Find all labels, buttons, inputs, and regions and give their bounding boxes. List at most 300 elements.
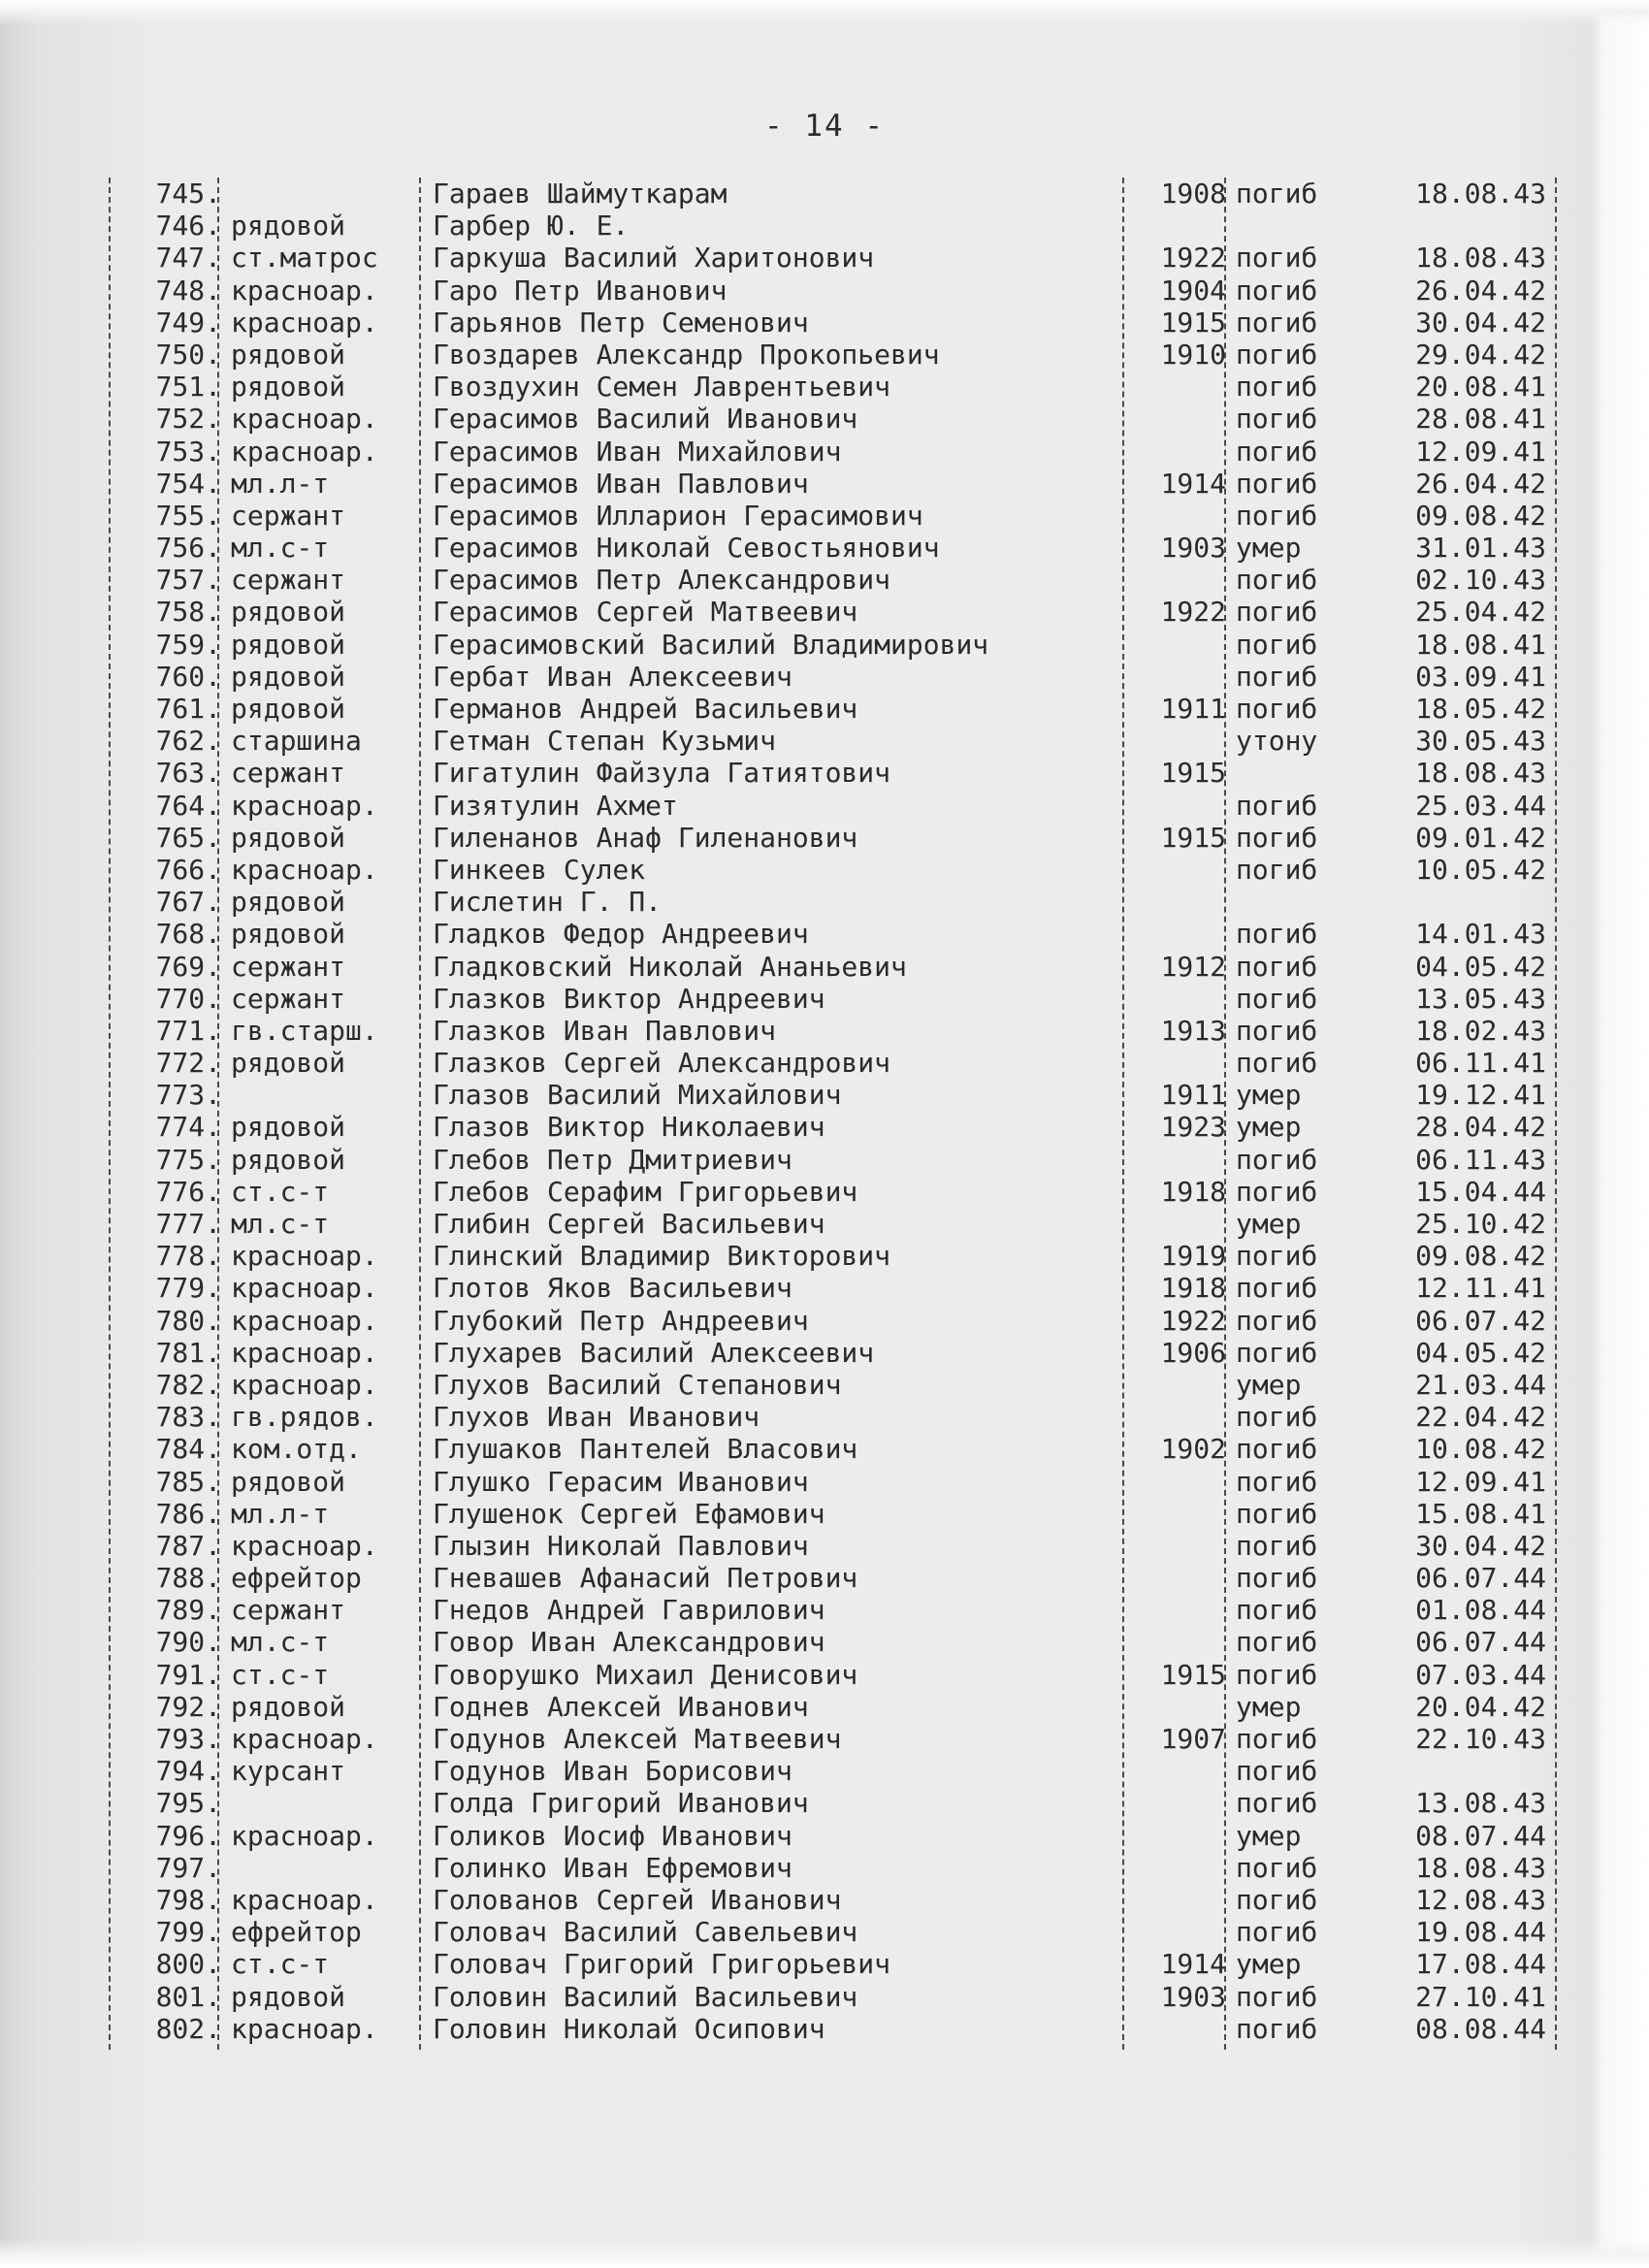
- row-full-name: Головин Василий Васильевич: [433, 1980, 858, 2013]
- row-full-name: Герасимов Сергей Матвеевич: [433, 596, 858, 629]
- list-row: [103, 1144, 1566, 1176]
- row-status: погиб: [1236, 435, 1318, 468]
- row-status: погиб: [1236, 693, 1318, 725]
- row-number: 798.: [155, 1883, 221, 1916]
- row-rank: ком.отд.: [231, 1433, 362, 1466]
- row-number: 765.: [155, 821, 221, 854]
- row-rank: рядовой: [231, 338, 346, 371]
- row-rank: красноар.: [231, 1529, 378, 1562]
- row-status: погиб: [1236, 1143, 1318, 1176]
- row-number: 787.: [155, 1529, 221, 1562]
- row-date: 28.04.42: [1415, 1111, 1546, 1144]
- list-row: [103, 918, 1566, 950]
- row-date: 22.10.43: [1415, 1723, 1546, 1755]
- row-number: 751.: [155, 371, 221, 404]
- list-row: [103, 468, 1566, 500]
- row-full-name: Гаро Петр Иванович: [433, 274, 728, 307]
- row-date: 03.09.41: [1415, 660, 1546, 693]
- row-number: 753.: [155, 435, 221, 468]
- row-date: 22.04.42: [1415, 1401, 1546, 1434]
- row-number: 774.: [155, 1111, 221, 1144]
- row-number: 778.: [155, 1240, 221, 1273]
- row-date: 18.08.41: [1415, 628, 1546, 661]
- row-date: 12.09.41: [1415, 1465, 1546, 1498]
- list-row: [103, 500, 1566, 532]
- list-row: [103, 1884, 1566, 1916]
- row-status: погиб: [1236, 403, 1318, 436]
- list-row: [103, 1047, 1566, 1079]
- list-row: [103, 1401, 1566, 1433]
- row-rank: ефрейтор: [231, 1916, 362, 1949]
- row-status: погиб: [1236, 2012, 1318, 2045]
- list-row: [103, 371, 1566, 403]
- row-number: 794.: [155, 1755, 221, 1788]
- row-number: 797.: [155, 1851, 221, 1884]
- list-row: [103, 1948, 1566, 1980]
- list-row: [103, 1015, 1566, 1047]
- row-rank: рядовой: [231, 886, 346, 919]
- row-full-name: Глинский Владимир Викторович: [433, 1240, 891, 1273]
- row-rank: ст.матрос: [231, 242, 378, 275]
- row-date: 09.08.42: [1415, 499, 1546, 532]
- row-date: 18.08.43: [1415, 1851, 1546, 1884]
- list-row: [103, 1755, 1566, 1787]
- row-number: 747.: [155, 242, 221, 275]
- row-birth-year: 1923: [1160, 1111, 1226, 1144]
- row-birth-year: 1911: [1160, 1079, 1226, 1112]
- list-row: [103, 1433, 1566, 1465]
- row-rank: красноар.: [231, 1272, 378, 1305]
- row-number: 766.: [155, 853, 221, 886]
- list-row: [103, 661, 1566, 693]
- row-rank: рядовой: [231, 371, 346, 404]
- row-date: 01.08.44: [1415, 1594, 1546, 1627]
- row-status: погиб: [1236, 1755, 1318, 1788]
- row-rank: красноар.: [231, 435, 378, 468]
- row-number: 790.: [155, 1626, 221, 1659]
- row-rank: красноар.: [231, 1723, 378, 1755]
- row-rank: старшина: [231, 725, 362, 758]
- row-status: погиб: [1236, 660, 1318, 693]
- list-row: [103, 1305, 1566, 1337]
- row-rank: рядовой: [231, 693, 346, 725]
- row-full-name: Глазков Сергей Александрович: [433, 1047, 891, 1080]
- row-rank: рядовой: [231, 210, 346, 243]
- row-rank: рядовой: [231, 1980, 346, 2013]
- row-date: 26.04.42: [1415, 467, 1546, 500]
- row-date: 18.08.43: [1415, 757, 1546, 790]
- row-full-name: Глызин Николай Павлович: [433, 1529, 809, 1562]
- row-status: погиб: [1236, 1594, 1318, 1627]
- row-status: умер: [1236, 1948, 1302, 1981]
- row-birth-year: 1915: [1160, 821, 1226, 854]
- list-row: [103, 210, 1566, 242]
- row-birth-year: 1907: [1160, 1723, 1226, 1755]
- row-full-name: Глушко Герасим Иванович: [433, 1465, 809, 1498]
- list-row: [103, 1626, 1566, 1658]
- list-row: [103, 822, 1566, 854]
- row-rank: красноар.: [231, 403, 378, 436]
- row-rank: сержант: [231, 564, 346, 597]
- row-status: погиб: [1236, 1626, 1318, 1659]
- row-rank: ст.с-т: [231, 1948, 330, 1981]
- row-number: 758.: [155, 596, 221, 629]
- row-rank: красноар.: [231, 306, 378, 339]
- row-full-name: Глебов Петр Дмитриевич: [433, 1143, 792, 1176]
- row-number: 763.: [155, 757, 221, 790]
- row-date: 08.07.44: [1415, 1819, 1546, 1852]
- list-row: [103, 1659, 1566, 1691]
- row-date: 02.10.43: [1415, 564, 1546, 597]
- row-number: 760.: [155, 660, 221, 693]
- row-rank: рядовой: [231, 596, 346, 629]
- row-number: 799.: [155, 1916, 221, 1949]
- row-status: умер: [1236, 1111, 1302, 1144]
- row-full-name: Гарьянов Петр Семенович: [433, 306, 809, 339]
- row-full-name: Глушенок Сергей Ефамович: [433, 1497, 825, 1530]
- row-rank: красноар.: [231, 1819, 378, 1852]
- row-status: погиб: [1236, 371, 1318, 404]
- list-row: [103, 1337, 1566, 1369]
- row-full-name: Гетман Степан Кузьмич: [433, 725, 777, 758]
- row-rank: рядовой: [231, 918, 346, 951]
- row-full-name: Гладковский Николай Ананьевич: [433, 950, 907, 983]
- row-birth-year: 1913: [1160, 1014, 1226, 1047]
- row-date: 18.08.43: [1415, 178, 1546, 210]
- row-full-name: Годнев Алексей Иванович: [433, 1690, 809, 1723]
- row-date: 09.01.42: [1415, 821, 1546, 854]
- row-full-name: Герасимов Иван Михайлович: [433, 435, 842, 468]
- row-number: 761.: [155, 693, 221, 725]
- casualty-list: [103, 178, 1566, 2045]
- list-row: [103, 790, 1566, 822]
- row-status: погиб: [1236, 918, 1318, 951]
- row-status: погиб: [1236, 1980, 1318, 2013]
- row-birth-year: 1903: [1160, 532, 1226, 565]
- row-rank: красноар.: [231, 274, 378, 307]
- list-row: [103, 403, 1566, 435]
- row-rank: мл.с-т: [231, 1208, 330, 1240]
- row-status: умер: [1236, 1368, 1302, 1401]
- list-row: [103, 886, 1566, 918]
- row-full-name: Глубокий Петр Андреевич: [433, 1304, 809, 1337]
- list-row: [103, 275, 1566, 307]
- row-date: 19.12.41: [1415, 1079, 1546, 1112]
- row-status: умер: [1236, 1079, 1302, 1112]
- list-row: [103, 1466, 1566, 1498]
- row-number: 771.: [155, 1014, 221, 1047]
- list-row: [103, 1691, 1566, 1723]
- row-number: 773.: [155, 1079, 221, 1112]
- list-row: [103, 1208, 1566, 1240]
- row-full-name: Глухарев Василий Алексеевич: [433, 1336, 875, 1369]
- row-full-name: Глотов Яков Васильевич: [433, 1272, 792, 1305]
- row-birth-year: 1922: [1160, 242, 1226, 275]
- row-date: 14.01.43: [1415, 918, 1546, 951]
- row-status: погиб: [1236, 1723, 1318, 1755]
- row-full-name: Герасимов Илларион Герасимович: [433, 499, 923, 532]
- list-row: [103, 1079, 1566, 1111]
- row-rank: мл.с-т: [231, 1626, 330, 1659]
- row-number: 768.: [155, 918, 221, 951]
- row-number: 800.: [155, 1948, 221, 1981]
- row-full-name: Гиленанов Анаф Гиленанович: [433, 821, 858, 854]
- row-status: погиб: [1236, 564, 1318, 597]
- row-rank: ст.с-т: [231, 1175, 330, 1208]
- row-number: 788.: [155, 1562, 221, 1595]
- row-rank: красноар.: [231, 789, 378, 822]
- row-status: погиб: [1236, 1014, 1318, 1047]
- list-row: [103, 1272, 1566, 1304]
- row-status: погиб: [1236, 306, 1318, 339]
- row-full-name: Глазков Виктор Андреевич: [433, 982, 825, 1015]
- row-date: 18.05.42: [1415, 693, 1546, 725]
- row-date: 08.08.44: [1415, 2012, 1546, 2045]
- row-number: 784.: [155, 1433, 221, 1466]
- row-birth-year: 1915: [1160, 757, 1226, 790]
- row-birth-year: 1904: [1160, 274, 1226, 307]
- list-row: [103, 1176, 1566, 1208]
- row-status: погиб: [1236, 1336, 1318, 1369]
- row-full-name: Глебов Серафим Григорьевич: [433, 1175, 858, 1208]
- row-rank: красноар.: [231, 1883, 378, 1916]
- row-date: 06.07.44: [1415, 1626, 1546, 1659]
- row-status: погиб: [1236, 1916, 1318, 1949]
- row-number: 752.: [155, 403, 221, 436]
- row-status: погиб: [1236, 1047, 1318, 1080]
- row-rank: мл.л-т: [231, 467, 330, 500]
- row-status: погиб: [1236, 499, 1318, 532]
- list-row: [103, 693, 1566, 725]
- row-number: 759.: [155, 628, 221, 661]
- list-row: [103, 1787, 1566, 1819]
- row-full-name: Глушаков Пантелей Власович: [433, 1433, 858, 1466]
- row-date: 10.08.42: [1415, 1433, 1546, 1466]
- row-status: погиб: [1236, 1175, 1318, 1208]
- row-birth-year: 1918: [1160, 1175, 1226, 1208]
- list-row: [103, 757, 1566, 789]
- row-birth-year: 1908: [1160, 178, 1226, 210]
- row-date: 04.05.42: [1415, 1336, 1546, 1369]
- page-edge-top: [0, 0, 1649, 25]
- row-birth-year: 1918: [1160, 1272, 1226, 1305]
- row-status: погиб: [1236, 982, 1318, 1015]
- row-rank: красноар.: [231, 1368, 378, 1401]
- list-row: [103, 178, 1566, 210]
- row-rank: рядовой: [231, 1465, 346, 1498]
- row-rank: красноар.: [231, 853, 378, 886]
- row-date: 30.04.42: [1415, 306, 1546, 339]
- row-birth-year: 1910: [1160, 338, 1226, 371]
- list-row: [103, 532, 1566, 564]
- row-number: 762.: [155, 725, 221, 758]
- row-birth-year: 1906: [1160, 1336, 1226, 1369]
- row-birth-year: 1914: [1160, 467, 1226, 500]
- row-date: 25.03.44: [1415, 789, 1546, 822]
- row-number: 792.: [155, 1690, 221, 1723]
- row-full-name: Герасимов Николай Севостьянович: [433, 532, 940, 565]
- row-full-name: Гараев Шаймуткарам: [433, 178, 728, 210]
- row-full-name: Годунов Иван Борисович: [433, 1755, 792, 1788]
- row-status: погиб: [1236, 338, 1318, 371]
- row-rank: ефрейтор: [231, 1562, 362, 1595]
- row-rank: ст.с-т: [231, 1658, 330, 1691]
- row-number: 780.: [155, 1304, 221, 1337]
- row-date: 20.08.41: [1415, 371, 1546, 404]
- row-rank: красноар.: [231, 2012, 378, 2045]
- row-number: 781.: [155, 1336, 221, 1369]
- row-number: 770.: [155, 982, 221, 1015]
- row-full-name: Годунов Алексей Матвеевич: [433, 1723, 842, 1755]
- row-date: 12.08.43: [1415, 1883, 1546, 1916]
- row-birth-year: 1922: [1160, 596, 1226, 629]
- row-number: 748.: [155, 274, 221, 307]
- row-rank: рядовой: [231, 821, 346, 854]
- row-number: 782.: [155, 1368, 221, 1401]
- row-status: погиб: [1236, 853, 1318, 886]
- row-date: 13.05.43: [1415, 982, 1546, 1015]
- row-rank: красноар.: [231, 1304, 378, 1337]
- row-date: 18.02.43: [1415, 1014, 1546, 1047]
- row-rank: рядовой: [231, 1111, 346, 1144]
- row-full-name: Герасимов Иван Павлович: [433, 467, 809, 500]
- row-status: погиб: [1236, 274, 1318, 307]
- list-row: [103, 1981, 1566, 2013]
- list-row: [103, 629, 1566, 661]
- list-row: [103, 725, 1566, 757]
- row-full-name: Гигатулин Файзула Гатиятович: [433, 757, 891, 790]
- row-full-name: Говор Иван Александрович: [433, 1626, 825, 1659]
- row-number: 764.: [155, 789, 221, 822]
- row-full-name: Головин Николай Осипович: [433, 2012, 825, 2045]
- row-status: погиб: [1236, 628, 1318, 661]
- list-row: [103, 339, 1566, 371]
- row-date: 29.04.42: [1415, 338, 1546, 371]
- row-date: 15.04.44: [1415, 1175, 1546, 1208]
- row-date: 04.05.42: [1415, 950, 1546, 983]
- list-row: [103, 242, 1566, 274]
- row-number: 745.: [155, 178, 221, 210]
- row-number: 746.: [155, 210, 221, 243]
- row-date: 15.08.41: [1415, 1497, 1546, 1530]
- row-number: 754.: [155, 467, 221, 500]
- row-birth-year: 1903: [1160, 1980, 1226, 2013]
- row-full-name: Глазов Виктор Николаевич: [433, 1111, 825, 1144]
- row-full-name: Говорушко Михаил Денисович: [433, 1658, 858, 1691]
- row-full-name: Головач Василий Савельевич: [433, 1916, 858, 1949]
- list-row: [103, 436, 1566, 468]
- row-date: 06.11.41: [1415, 1047, 1546, 1080]
- row-status: погиб: [1236, 821, 1318, 854]
- row-number: 776.: [155, 1175, 221, 1208]
- list-row: [103, 1530, 1566, 1562]
- list-row: [103, 1498, 1566, 1530]
- list-row: [103, 1369, 1566, 1401]
- row-date: 30.05.43: [1415, 725, 1546, 758]
- row-status: утону: [1236, 725, 1318, 758]
- row-status: погиб: [1236, 1497, 1318, 1530]
- row-status: погиб: [1236, 1401, 1318, 1434]
- row-birth-year: 1922: [1160, 1304, 1226, 1337]
- row-rank: красноар.: [231, 1240, 378, 1273]
- row-number: 775.: [155, 1143, 221, 1176]
- row-status: погиб: [1236, 467, 1318, 500]
- row-date: 06.11.43: [1415, 1143, 1546, 1176]
- row-status: погиб: [1236, 1787, 1318, 1820]
- row-status: погиб: [1236, 950, 1318, 983]
- row-date: 18.08.43: [1415, 242, 1546, 275]
- row-number: 767.: [155, 886, 221, 919]
- row-full-name: Гизятулин Ахмет: [433, 789, 678, 822]
- row-number: 802.: [155, 2012, 221, 2045]
- row-birth-year: 1915: [1160, 1658, 1226, 1691]
- row-rank: рядовой: [231, 660, 346, 693]
- row-status: погиб: [1236, 1272, 1318, 1305]
- row-birth-year: 1915: [1160, 306, 1226, 339]
- row-rank: рядовой: [231, 1690, 346, 1723]
- row-full-name: Германов Андрей Васильевич: [433, 693, 858, 725]
- row-rank: красноар.: [231, 1336, 378, 1369]
- row-full-name: Гербат Иван Алексеевич: [433, 660, 792, 693]
- row-number: 750.: [155, 338, 221, 371]
- row-date: 25.10.42: [1415, 1208, 1546, 1240]
- row-date: 31.01.43: [1415, 532, 1546, 565]
- list-row: [103, 1723, 1566, 1755]
- row-number: 793.: [155, 1723, 221, 1755]
- row-status: погиб: [1236, 1658, 1318, 1691]
- row-status: умер: [1236, 1690, 1302, 1723]
- row-number: 755.: [155, 499, 221, 532]
- row-number: 756.: [155, 532, 221, 565]
- row-number: 777.: [155, 1208, 221, 1240]
- row-number: 785.: [155, 1465, 221, 1498]
- row-date: 26.04.42: [1415, 274, 1546, 307]
- row-birth-year: 1902: [1160, 1433, 1226, 1466]
- row-full-name: Голованов Сергей Иванович: [433, 1883, 842, 1916]
- row-number: 795.: [155, 1787, 221, 1820]
- row-status: погиб: [1236, 789, 1318, 822]
- row-number: 789.: [155, 1594, 221, 1627]
- row-date: 13.08.43: [1415, 1787, 1546, 1820]
- list-row: [103, 1240, 1566, 1272]
- list-row: [103, 951, 1566, 983]
- row-full-name: Герасимов Василий Иванович: [433, 403, 858, 436]
- row-date: 10.05.42: [1415, 853, 1546, 886]
- row-full-name: Глухов Василий Степанович: [433, 1368, 842, 1401]
- row-date: 21.03.44: [1415, 1368, 1546, 1401]
- row-number: 783.: [155, 1401, 221, 1434]
- row-status: умер: [1236, 1208, 1302, 1240]
- row-number: 749.: [155, 306, 221, 339]
- row-rank: мл.с-т: [231, 532, 330, 565]
- row-date: 30.04.42: [1415, 1529, 1546, 1562]
- row-rank: мл.л-т: [231, 1497, 330, 1530]
- list-row: [103, 1562, 1566, 1594]
- row-full-name: Глибин Сергей Васильевич: [433, 1208, 825, 1240]
- row-status: погиб: [1236, 1304, 1318, 1337]
- row-rank: рядовой: [231, 1047, 346, 1080]
- row-number: 796.: [155, 1819, 221, 1852]
- row-birth-year: 1914: [1160, 1948, 1226, 1981]
- row-date: 07.03.44: [1415, 1658, 1546, 1691]
- row-full-name: Гнедов Андрей Гаврилович: [433, 1594, 825, 1627]
- row-date: 06.07.42: [1415, 1304, 1546, 1337]
- row-number: 769.: [155, 950, 221, 983]
- row-full-name: Гинкеев Сулек: [433, 853, 646, 886]
- row-full-name: Гвоздарев Александр Прокопьевич: [433, 338, 940, 371]
- row-status: умер: [1236, 532, 1302, 565]
- row-full-name: Головач Григорий Григорьевич: [433, 1948, 891, 1981]
